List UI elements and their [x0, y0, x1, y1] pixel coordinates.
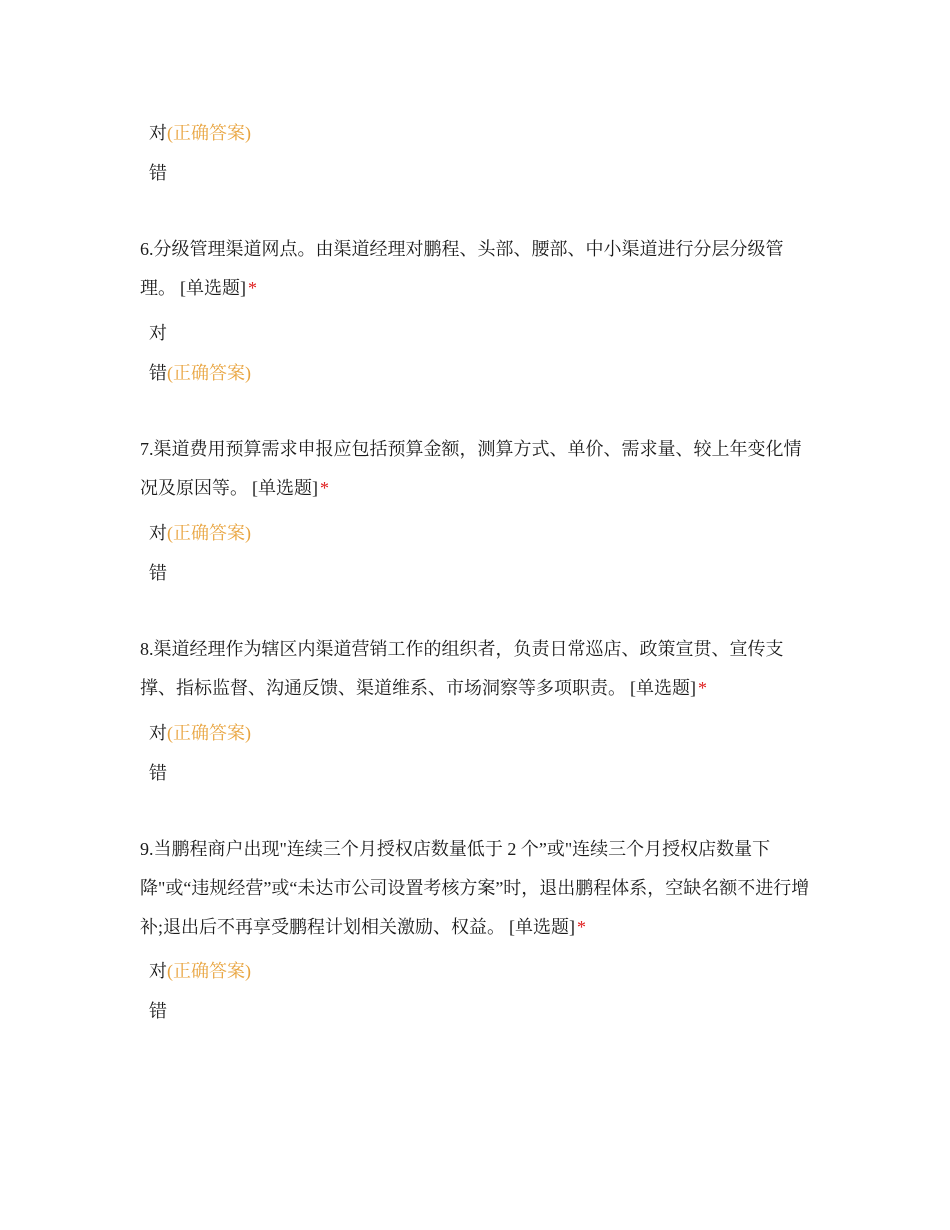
question-type: [单选题] [252, 478, 318, 498]
required-marker: * [248, 278, 257, 298]
option-q9-false[interactable] [149, 999, 167, 1023]
option-label: 错 [149, 163, 167, 183]
option-q8-true[interactable] [149, 721, 251, 745]
required-marker: * [320, 478, 329, 498]
option-q7-true[interactable] [149, 521, 251, 545]
question-type: [单选题] [180, 278, 246, 298]
option-label: 错 [149, 1001, 167, 1021]
correct-answer-tag: (正确答案) [167, 363, 251, 383]
option-label: 对 [149, 123, 167, 143]
option-prev-true[interactable] [149, 121, 251, 145]
question-7 [140, 430, 812, 508]
option-label: 对 [149, 723, 167, 743]
option-q9-true[interactable] [149, 959, 251, 983]
option-q6-false[interactable] [149, 361, 251, 385]
option-label: 错 [149, 363, 167, 383]
option-label: 错 [149, 763, 167, 783]
question-text: 9.当鹏程商户出现"连续三个月授权店数量低于 2 个”或"连续三个月授权店数量下降"或“违规经营”或“未达市公司设置考核方案”时，退出鹏程体系，空缺名额不进行增补;退出后不再享受鹏程计划相关激励、权益。 [140, 839, 810, 937]
option-label: 对 [149, 961, 167, 981]
question-text: 6.分级管理渠道网点。由渠道经理对鹏程、头部、腰部、中小渠道进行分层分级管理。 [140, 239, 784, 298]
question-text: 8.渠道经理作为辖区内渠道营销工作的组织者，负责日常巡店、政策宣贯、宣传支撑、指标监督、沟通反馈、渠道维系、市场洞察等多项职责。 [140, 639, 784, 698]
question-6 [140, 230, 812, 308]
option-q6-true[interactable] [149, 321, 167, 345]
correct-answer-tag: (正确答案) [167, 523, 251, 543]
question-9 [140, 830, 812, 947]
correct-answer-tag: (正确答案) [167, 723, 251, 743]
question-8 [140, 630, 812, 708]
required-marker: * [698, 678, 707, 698]
correct-answer-tag: (正确答案) [167, 123, 251, 143]
option-label: 对 [149, 523, 167, 543]
question-type: [单选题] [509, 917, 575, 937]
option-label: 对 [149, 323, 167, 343]
option-q7-false[interactable] [149, 561, 167, 585]
option-q8-false[interactable] [149, 761, 167, 785]
option-prev-false[interactable] [149, 161, 167, 185]
option-label: 错 [149, 563, 167, 583]
question-type: [单选题] [630, 678, 696, 698]
correct-answer-tag: (正确答案) [167, 961, 251, 981]
required-marker: * [577, 917, 586, 937]
question-text: 7.渠道费用预算需求申报应包括预算金额，测算方式、单价、需求量、较上年变化情况及原因等。 [140, 439, 802, 498]
